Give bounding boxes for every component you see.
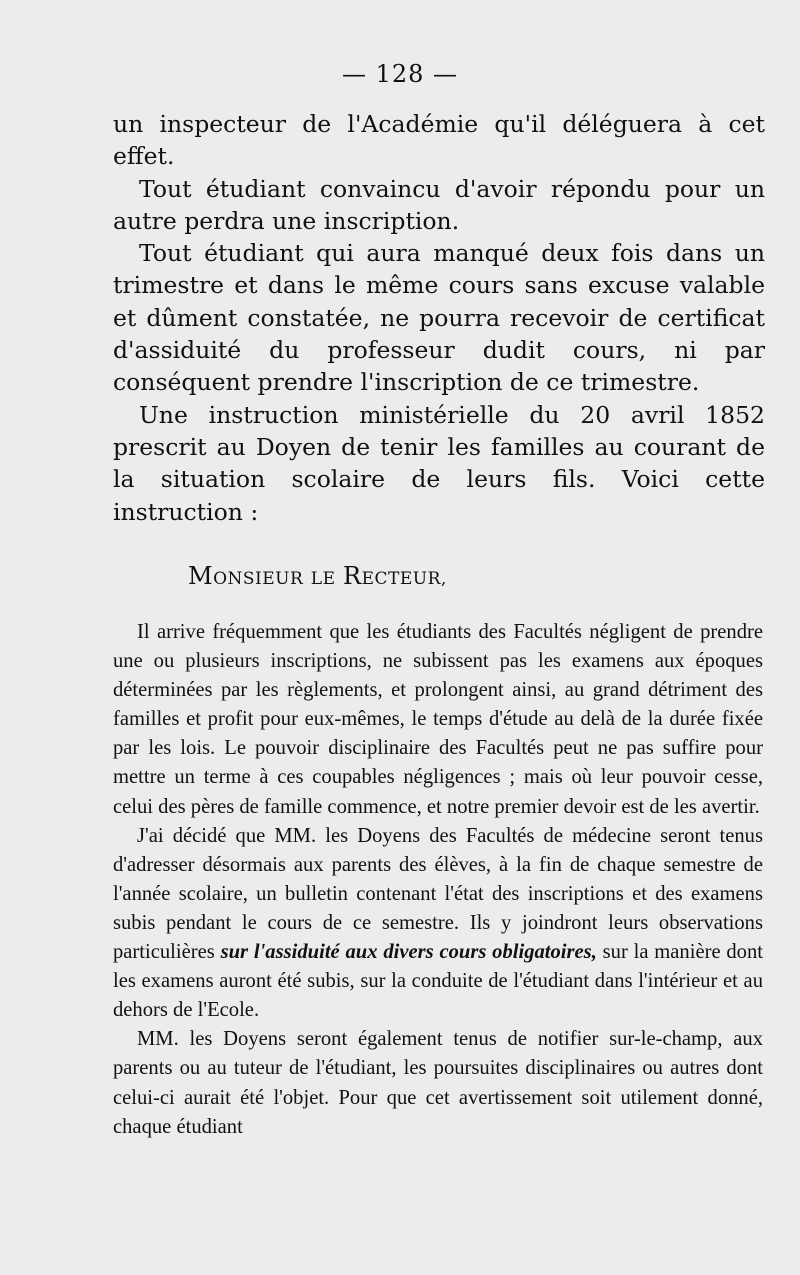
paragraph: Tout étudiant convaincu d'avoir répondu pour un autre perdra une inscription. — [113, 174, 765, 235]
page-number: — 128 — — [341, 60, 459, 88]
letter-paragraph: Il arrive fréquemment que les étudiants des Facultés négligent de prendre une ou plusieurs inscriptions, ne subissent pas les examens aux époques déterminées par les règlements, et prolongent ainsi, au grand détriment des familles et profit pour eux-mêmes, le temps d'étude au delà de la durée fixée par les lois. Le pouvoir disciplinaire des Facultés peut ne pas suffire pour mettre un terme à ces coupables négligences ; mais où leur pouvoir cesse, celui des pères de famille commence, et notre premier devoir est de les avertir. — [113, 621, 763, 818]
salutation-initial: R — [343, 562, 362, 590]
paragraph: Une instruction ministérielle du 20 avril 1852 prescrit au Doyen de tenir les familles au courant de la situation scolaire de leurs fils. Voici cette instruction : — [113, 400, 765, 526]
salutation-initial: M — [188, 562, 214, 590]
paragraph: un inspecteur de l'Académie qu'il déléguera à cet effet. — [113, 110, 765, 171]
letter-paragraph — [113, 822, 763, 1026]
paragraph: Tout étudiant qui aura manqué deux fois dans un trimestre et dans le même cours sans excuse valable et dûment constatée, ne pourra recevoir de certificat d'assiduité du professeur dudit cours, ni par conséquent prendre l'inscription de ce trimestre. — [113, 239, 765, 397]
salutation-word: LE — [310, 569, 336, 589]
letter-paragraph: MM. les Doyens seront également tenus de notifier sur-le-champ, aux parents ou au tuteur de l'étudiant, les poursuites disciplinaires ou autres dont celui-ci aurait été l'objet. Pour que cet avertissement soit utilement donné, chaque étudiant — [113, 1028, 763, 1138]
quoted-instruction — [113, 618, 763, 1142]
letter-salutation — [188, 562, 447, 590]
letter-emphasis: sur l'assiduité aux divers cours obligatoires, — [220, 941, 597, 964]
main-text — [113, 108, 765, 528]
salutation-word: ONSIEUR — [213, 569, 304, 589]
salutation-word: ECTEUR, — [361, 569, 447, 589]
letter-text: sur la manière dont les examens auront été subis, sur la conduite de l'étudiant dans l'intérieur et au dehors de l'Ecole. — [113, 941, 763, 1022]
letter-text: J'ai décidé que MM. les Doyens des Facultés de médecine seront tenus d'adresser désormais aux parents des élèves, à la fin de chaque semestre de l'année scolaire, un bulletin contenant l'état des inscriptions et des examens subis pendant le cours de ce semestre. Ils y joindront leurs observations particulières — [113, 824, 763, 964]
